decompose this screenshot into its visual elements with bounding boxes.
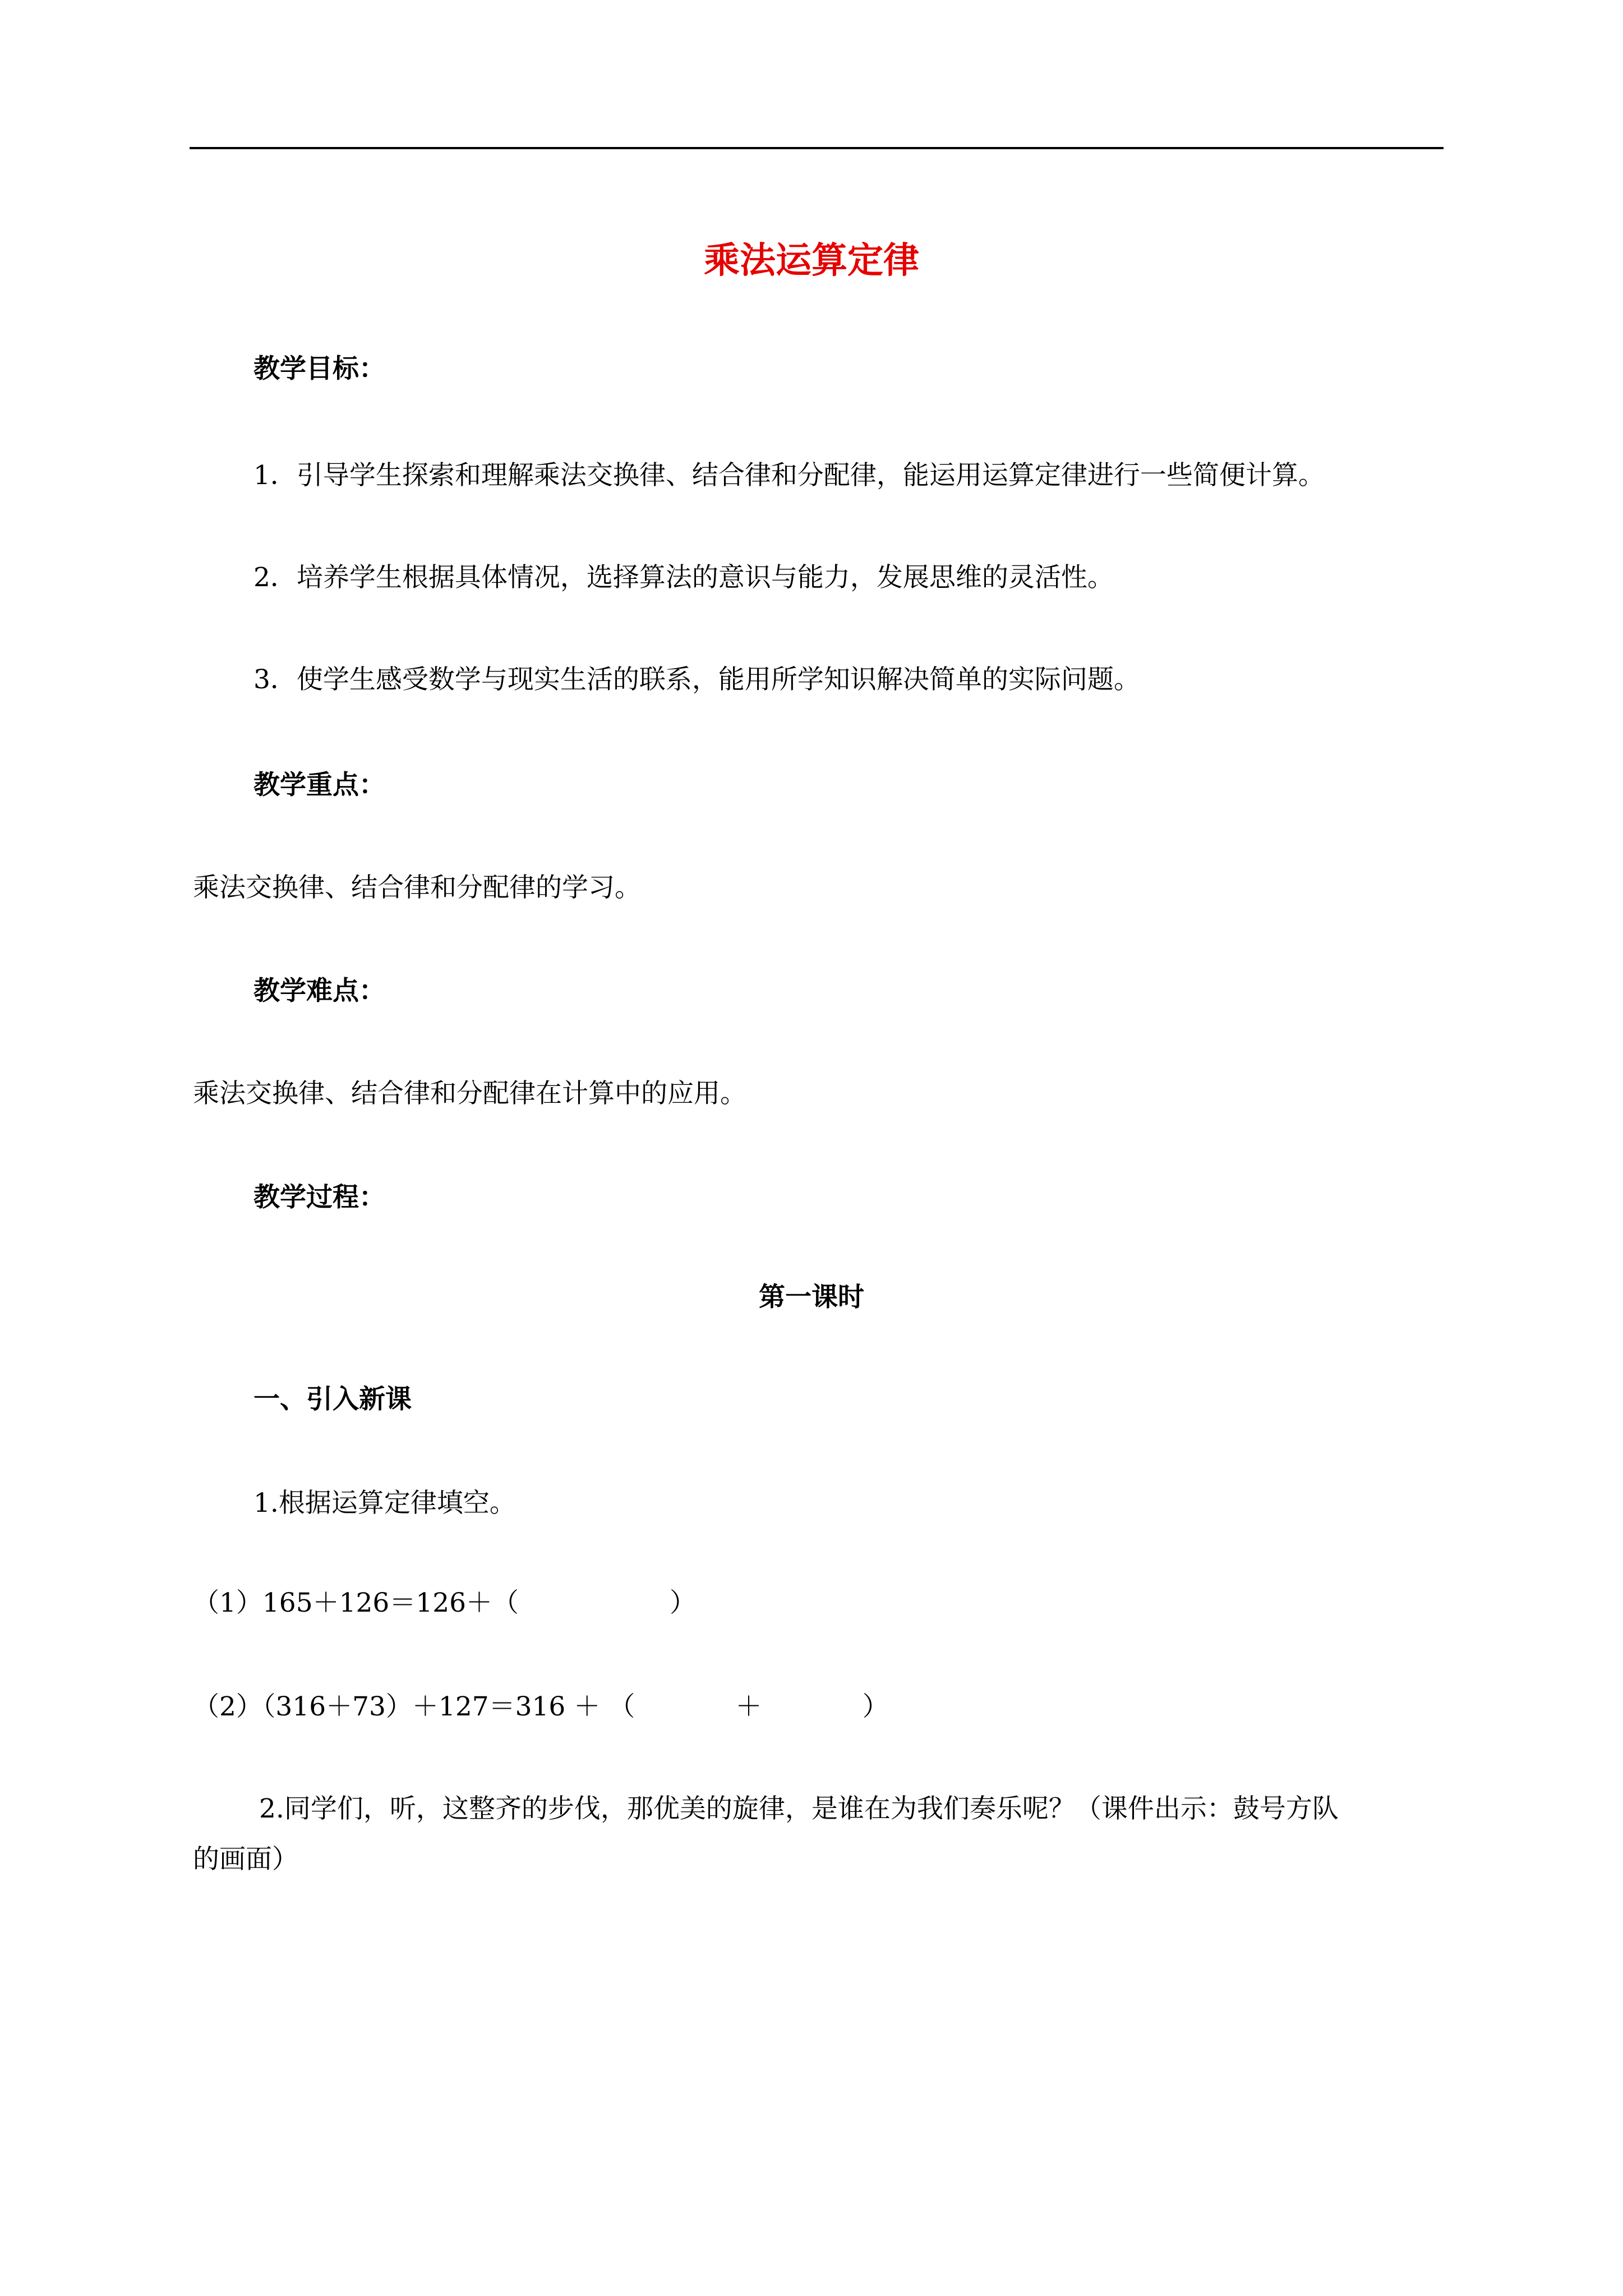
exercise-2: （2）（316＋73）＋127＝316 ＋ （ ＋ ） — [193, 1691, 889, 1722]
exercise-1: （1）165＋126＝126＋（ ） — [193, 1588, 696, 1618]
goal-item-1: 1．引导学生探索和理解乘法交换律、结合律和分配律，能运用运算定律进行一些简便计算。 — [253, 460, 1325, 491]
key-points-text: 乘法交换律、结合律和分配律的学习。 — [193, 872, 641, 903]
lesson-title: 第一课时 — [759, 1282, 864, 1313]
key-points-heading: 教学重点： — [253, 770, 385, 800]
difficulty-text: 乘法交换律、结合律和分配律在计算中的应用。 — [193, 1078, 746, 1109]
section-heading: 一、引入新课 — [253, 1384, 412, 1415]
difficulty-heading: 教学难点： — [253, 976, 385, 1006]
list-item-2-line-2: 的画面） — [193, 1844, 298, 1875]
goal-item-2: 2．培养学生根据具体情况，选择算法的意识与能力，发展思维的灵活性。 — [253, 562, 1114, 593]
goals-heading: 教学目标： — [253, 353, 385, 384]
process-heading: 教学过程： — [253, 1182, 385, 1213]
goal-item-3: 3．使学生感受数学与现实生活的联系，能用所学知识解决简单的实际问题。 — [253, 664, 1140, 695]
header-rule — [190, 147, 1444, 149]
list-item-2-line-1: 2.同学们，听，这整齐的步伐，那优美的旋律，是谁在为我们奏乐呢？（课件出示：鼓号方队 — [259, 1793, 1339, 1824]
list-item-1: 1.根据运算定律填空。 — [253, 1488, 516, 1519]
document-title: 乘法运算定律 — [704, 240, 919, 282]
